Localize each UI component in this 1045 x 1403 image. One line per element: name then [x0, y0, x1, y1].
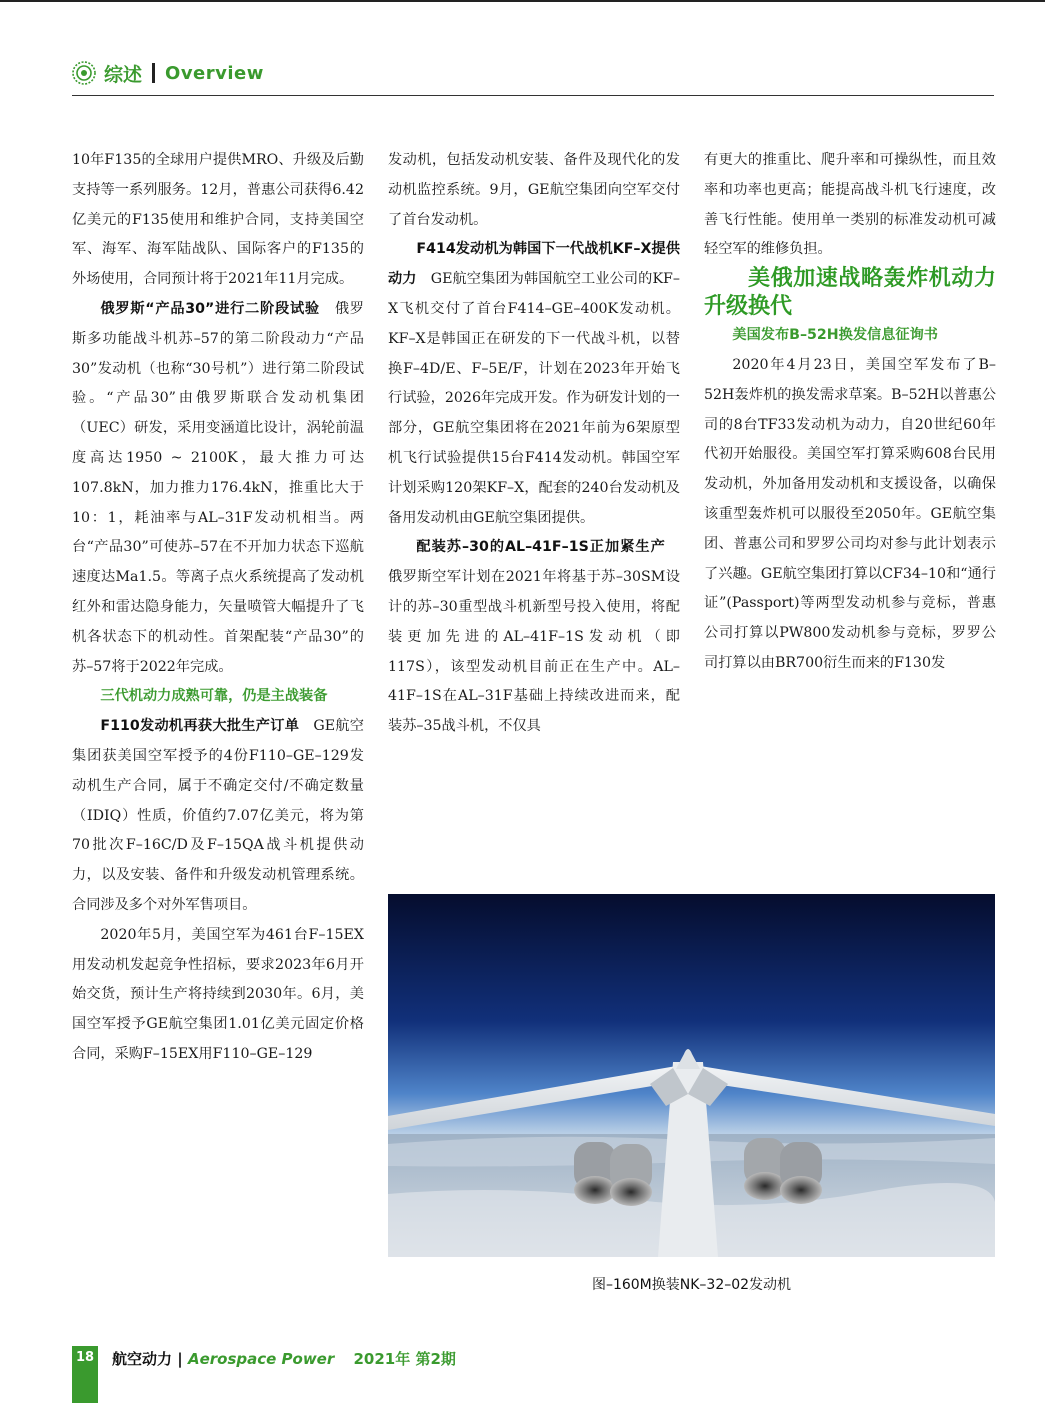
paragraph — [388, 533, 680, 742]
column-3 — [704, 146, 996, 679]
paragraph — [72, 295, 364, 682]
paragraph: 2020年4月23日，美国空军发布了B–52H轰炸机的换发需求草案。B–52H以普惠公司的8台TF33发动机为动力，自20世纪60年代初开始服役。美国空军打算采购608台民用发动机，外加备用发动机和支援设备，以确保该重型轰炸机可以服役至2050年。GE航空集团、普惠公司和罗罗公司均对参与此计划表示了兴趣。GE航空集团打算以CF34–10和“通行证”(Passport)等两型发动机参与竞标，普惠公司打算以PW800发动机参与竞标，罗罗公司打算以由BR700衍生而来的F130发 — [704, 356, 996, 671]
footer-separator: | — [177, 1350, 183, 1368]
journal-name-cn: 航空动力 — [112, 1350, 173, 1368]
paragraph: 2020年5月，美国空军为461台F–15EX用发动机发起竞争性招标，要求2023年6月开始交货，预计生产将持续到2030年。6月，美国空军授予GE航空集团1.01亿美元固定价格合同，采购F–15EX用F110–GE–129 — [72, 926, 364, 1062]
paragraph-body: GE航空集团为韩国航空工业公司的KF–X飞机交付了首台F414–GE–400K发动机。KF–X是韩国正在研发的下一代战斗机，以替换F–4D/E、F–5E/F，计划在2023年开始飞行试验，2026年完成开发。作为研发计划的一部分，GE航空集团将在2021年前为6架原型机飞行试验提供15台F414发动机。韩国空军计划采购120架KF–X，配套的240台发动机及备用发动机由GE航空集团提供。 — [388, 271, 680, 526]
journal-name-en: Aerospace Power — [187, 1350, 335, 1368]
section-logo-icon — [72, 61, 96, 85]
paragraph-body: 俄罗斯多功能战斗机苏–57的第二阶段动力“产品30”发动机（也称“30号机”）进行第二阶段试验。“产品30”由俄罗斯联合发动机集团（UEC）研发，采用变涵道比设计，涡轮前温度高达1950 ~ 2100K，最大推力可达107.8kN，加力推力176.4kN，推重比大于10：1，耗油率与AL–31F发动机相当。两台“产品30”可使苏–57在不开加力状态下巡航速度达Ma1.5。等离子点火系统提高了发动机红外和雷达隐身能力，矢量喷管大幅提升了飞机各状态下的机动性。首架配装“产品30”的苏–57将于2022年完成。 — [72, 300, 364, 675]
paragraph: 10年F135的全球用户提供MRO、升级及后勤支持等一系列服务。12月，普惠公司获得6.42亿美元的F135使用和维护合同，支持美国空军、海军、海军陆战队、国际客户的F135的外场使用，合同预计将于2021年11月完成。 — [72, 152, 364, 288]
paragraph: 有更大的推重比、爬升率和可操纵性，而且效率和功率也更高；能提高战斗机飞行速度，改善飞行性能。使用单一类别的标准发动机可减轻空军的维修负担。 — [704, 152, 996, 258]
top-rule — [0, 0, 1045, 2]
section-header — [72, 58, 264, 88]
engine-right-icon — [744, 1138, 822, 1204]
journal-issue: 2021年 第2期 — [353, 1350, 456, 1368]
subsection-heading: 三代机动力成熟可靠，仍是主战装备 — [100, 688, 328, 705]
engine-left-icon — [574, 1142, 652, 1206]
paragraph-lead: F414发动机为韩国下一代战机KF–X提供动力 — [388, 241, 680, 288]
subsection-heading: 美国发布B–52H换发信息征询书 — [732, 327, 938, 344]
header-rule — [72, 95, 994, 96]
section-title-en: Overview — [165, 62, 264, 84]
column-2 — [388, 146, 680, 742]
paragraph: 发动机，包括发动机安装、备件及现代化的发动机监控系统。9月，GE航空集团向空军交付了首台发动机。 — [388, 152, 680, 228]
paragraph-body: 俄罗斯空军计划在2021年将基于苏–30SM设计的苏–30重型战斗机新型号投入使用，将配装更加先进的AL–41F–1S发动机（即117S），该型发动机目前正在生产中。AL–41F–1S在AL–31F基础上持续改进而来，配装苏–35战斗机，不仅具 — [388, 569, 680, 735]
paragraph-lead: 俄罗斯“产品30”进行二阶段试验 — [100, 300, 320, 317]
paragraph-lead: F110发动机再获大批生产订单 — [100, 718, 300, 735]
section-heading: 美俄加速战略轰炸机动力升级换代 — [704, 266, 996, 320]
journal-footer — [112, 1348, 456, 1369]
page-number: 18 — [75, 1350, 95, 1365]
paragraph-body: GE航空集团获美国空军授予的4份F110–GE–129发动机生产合同，属于不确定交付/不确定数量（IDIQ）性质，价值约7.07亿美元，将为第70批次F–16C/D及F–15QA战斗机提供动力，以及安装、备件和升级发动机管理系统。合同涉及多个对外军售项目。 — [72, 718, 364, 913]
header-separator — [152, 63, 155, 83]
column-1 — [72, 146, 364, 1070]
paragraph — [388, 235, 680, 533]
paragraph — [72, 712, 364, 921]
paragraph-lead: 配装苏–30的AL–41F–1S正加紧生产 — [416, 539, 666, 556]
figure-caption: 图–160M换装NK–32–02发动机 — [591, 1277, 792, 1293]
bomber-wing-photo — [388, 894, 995, 1257]
section-title-cn: 综述 — [104, 63, 143, 86]
